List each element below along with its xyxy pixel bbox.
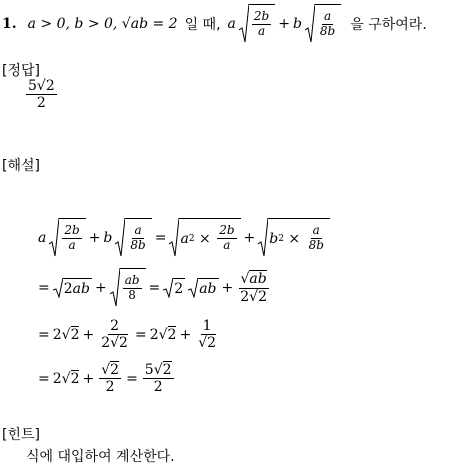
problem-condition: a > 0, b > 0, √ab = 2 [27, 16, 178, 32]
solution-line-2: = 2 ab + $\frac{ab}{8}$ = 2 ab + $\frac{√ab}{2√2}$ [38, 268, 271, 308]
solution-line-3: = 2√2 + $\frac{2}{2√2}$ = 2√2 + $\frac{1}{√2}$ [38, 318, 217, 352]
problem-statement: 1. a > 0, b > 0, √ab = 2 일 때, a $\frac{2b}{a}$ + b $\frac{a}{8b}$ 을 구하여라. [2, 2, 427, 46]
solution-line-4: = 2√2 + $\frac{√2}{2}$ = $\frac{5√2}{2}$ [38, 362, 172, 396]
answer-value: $\frac{5√2}{2}$ [28, 78, 55, 112]
problem-number: 1. [2, 16, 17, 32]
radical-a-over-8b: $\frac{a}{8b}$ [305, 4, 341, 44]
solution-line-1: a $\frac{2b}{a}$ + b $\frac{a}{8b}$ = a 2 × $\frac{2b}{a}$ + b 2 × $\frac{a}{8b}$ [38, 218, 330, 258]
hint-header: [힌트] [2, 427, 40, 443]
radical-2b-over-a: $\frac{2b}{a}$ [239, 4, 275, 44]
problem-tail: 을 구하여라. [350, 17, 427, 33]
hint-text: 식에 대입하여 계산한다. [26, 449, 175, 465]
solution-header: [해설] [2, 158, 40, 174]
answer-header: [정답] [2, 63, 40, 79]
problem-mid: 일 때, [184, 17, 221, 33]
